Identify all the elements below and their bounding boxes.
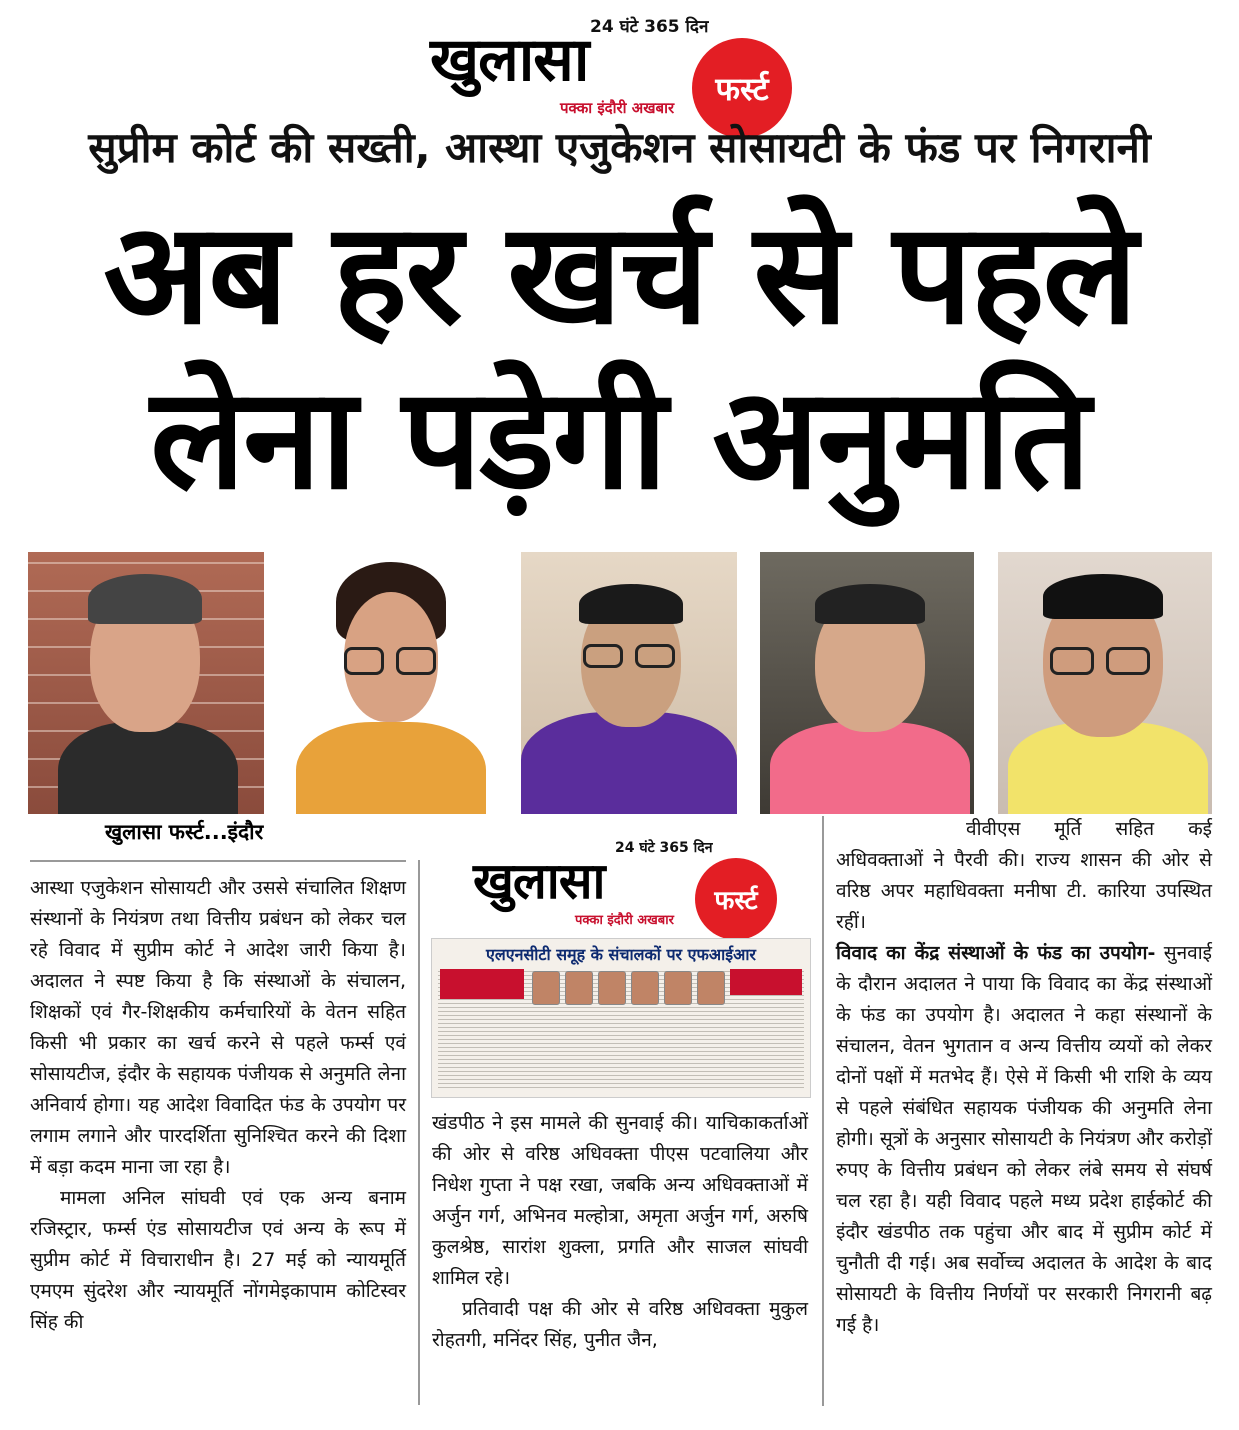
masthead-subtitle: पक्का इंदौरी अखबार xyxy=(560,99,675,117)
subheading: विवाद का केंद्र संस्थाओं के फंड का उपयोग- xyxy=(836,942,1156,964)
newspaper-clipping xyxy=(425,838,815,1103)
clipping-subtitle: पक्का इंदौरी अखबार xyxy=(575,913,674,928)
portrait-photo-2 xyxy=(286,552,496,814)
kicker-headline: सुप्रीम कोर्ट की सख्ती, आस्था एजुकेशन सोसायटी के फंड पर निगरानी xyxy=(88,123,1151,172)
clipping-red-box xyxy=(440,969,524,999)
clipping-photo xyxy=(532,971,560,1005)
clipping-photos xyxy=(532,971,725,1005)
column-divider-1 xyxy=(418,860,420,1405)
paragraph: मामला अनिल सांघवी एवं एक अन्य बनाम रजिस्ट्रार, फर्म्स एंड सोसायटीज एवं अन्य के रूप में सुप्रीम कोर्ट में विचाराधीन है। 27 मई को न्यायमूर्ति एमएम सुंदरेश और न्यायमूर्ति नोंगमेइकापाम कोटिस्वर सिंह की xyxy=(30,1187,406,1333)
article-column-3 xyxy=(836,814,1212,1341)
clipping-photo xyxy=(664,971,692,1005)
clipping-tagline: 24 घंटे 365 दिन xyxy=(615,840,713,856)
clipping-photo xyxy=(697,971,725,1005)
portrait-photo-5 xyxy=(998,552,1212,814)
clipping-page xyxy=(431,938,811,1098)
clipping-red-box xyxy=(730,969,802,995)
headline-line-1: अब हर खर्च से पहले xyxy=(103,193,1136,356)
clipping-headline: एलएनसीटी समूह के संचालकों पर एफआईआर xyxy=(486,945,756,964)
portrait-photo-3 xyxy=(521,552,737,814)
byline: खुलासा फर्स्ट...इंदौर xyxy=(105,820,264,844)
clipping-badge: फर्स्ट xyxy=(695,858,777,940)
clipping-photo xyxy=(565,971,593,1005)
portrait-photo-1 xyxy=(28,552,264,814)
clipping-photo xyxy=(598,971,626,1005)
clipping-logo: खुलासा xyxy=(473,852,605,910)
paragraph: सुनवाई के दौरान अदालत ने पाया कि विवाद का केंद्र संस्थाओं के फंड का उपयोग है। अदालत ने कहा संस्थानों के संचालन, वेतन भुगतान व अन्य वित्तीय व्ययों को लेकर दोनों पक्षों में मतभेद हैं। ऐसे में किसी भी राशि के व्यय से पहले संबंधित सहायक पंजीयक की अनुमति लेना होगी। सूत्रों के अनुसार सोसायटी के नियंत्रण और करोड़ों रुपए के वित्तीय प्रबंधन को लेकर लंबे समय से संघर्ष चल रहा है। यही विवाद पहले मध्य प्रदेश हाईकोर्ट की इंदौर खंडपीठ तक पहुंचा और बाद में सुप्रीम कोर्ट में चुनौती दी गई। अब सर्वोच्च अदालत के आदेश के बाद सोसायटी के वित्तीय निर्णयों पर सरकारी निगरानी बढ़ गई है। xyxy=(836,942,1212,1336)
paragraph: प्रतिवादी पक्ष की ओर से वरिष्ठ अधिवक्ता मुकुल रोहतगी, मनिंदर सिंह, पुनीत जैन, xyxy=(432,1298,808,1351)
masthead-logo: खुलासा xyxy=(430,25,589,95)
masthead-tagline: 24 घंटे 365 दिन xyxy=(590,17,709,37)
column-divider-2 xyxy=(822,816,824,1406)
byline-rule xyxy=(30,860,406,862)
headline-line-2: लेना पड़ेगी अनुमति xyxy=(150,358,1089,521)
article-column-2 xyxy=(432,1108,808,1356)
paragraph: वीवीएस मूर्ति सहित कई अधिवक्ताओं ने पैरवी की। राज्य शासन की ओर से वरिष्ठ अपर महाधिवक्ता मनीषा टी. कारिया उपस्थित रहीं। xyxy=(836,818,1212,933)
masthead xyxy=(430,8,810,118)
clipping-photo xyxy=(631,971,659,1005)
masthead-badge: फर्स्ट xyxy=(692,38,792,138)
article-column-1 xyxy=(30,873,406,1338)
portrait-photo-4 xyxy=(760,552,974,814)
paragraph: खंडपीठ ने इस मामले की सुनवाई की। याचिकाकर्ताओं की ओर से वरिष्ठ अधिवक्ता पीएस पटवालिया और निधेश गुप्ता ने पक्ष रखा, जबकि अन्य अधिवक्ताओं में अर्जुन गर्ग, अभिनव मल्होत्रा, अमृता अर्जुन गर्ग, अरुषि कुलश्रेष्ठ, सारांश शुक्ला, प्रगति और साजल सांघवी शामिल रहे। xyxy=(432,1112,808,1289)
paragraph: आस्था एजुकेशन सोसायटी और उससे संचालित शिक्षण संस्थानों के नियंत्रण तथा वित्तीय प्रबंधन को लेकर चल रहे विवाद में सुप्रीम कोर्ट ने आदेश जारी किया है। अदालत ने स्पष्ट किया है कि संस्थाओं के संचालन, शिक्षकों एवं गैर-शिक्षकीय कर्मचारियों के वेतन सहित किसी भी प्रकार का खर्च करने से पहले फर्म्स एवं सोसायटीज, इंदौर के सहायक पंजीयक से अनुमति लेना अनिवार्य होगा। यह आदेश विवादित फंड के उपयोग पर लगाम लगाने और पारदर्शिता सुनिश्चित करने की दिशा में बड़ा कदम माना जा रहा है। xyxy=(30,877,406,1178)
